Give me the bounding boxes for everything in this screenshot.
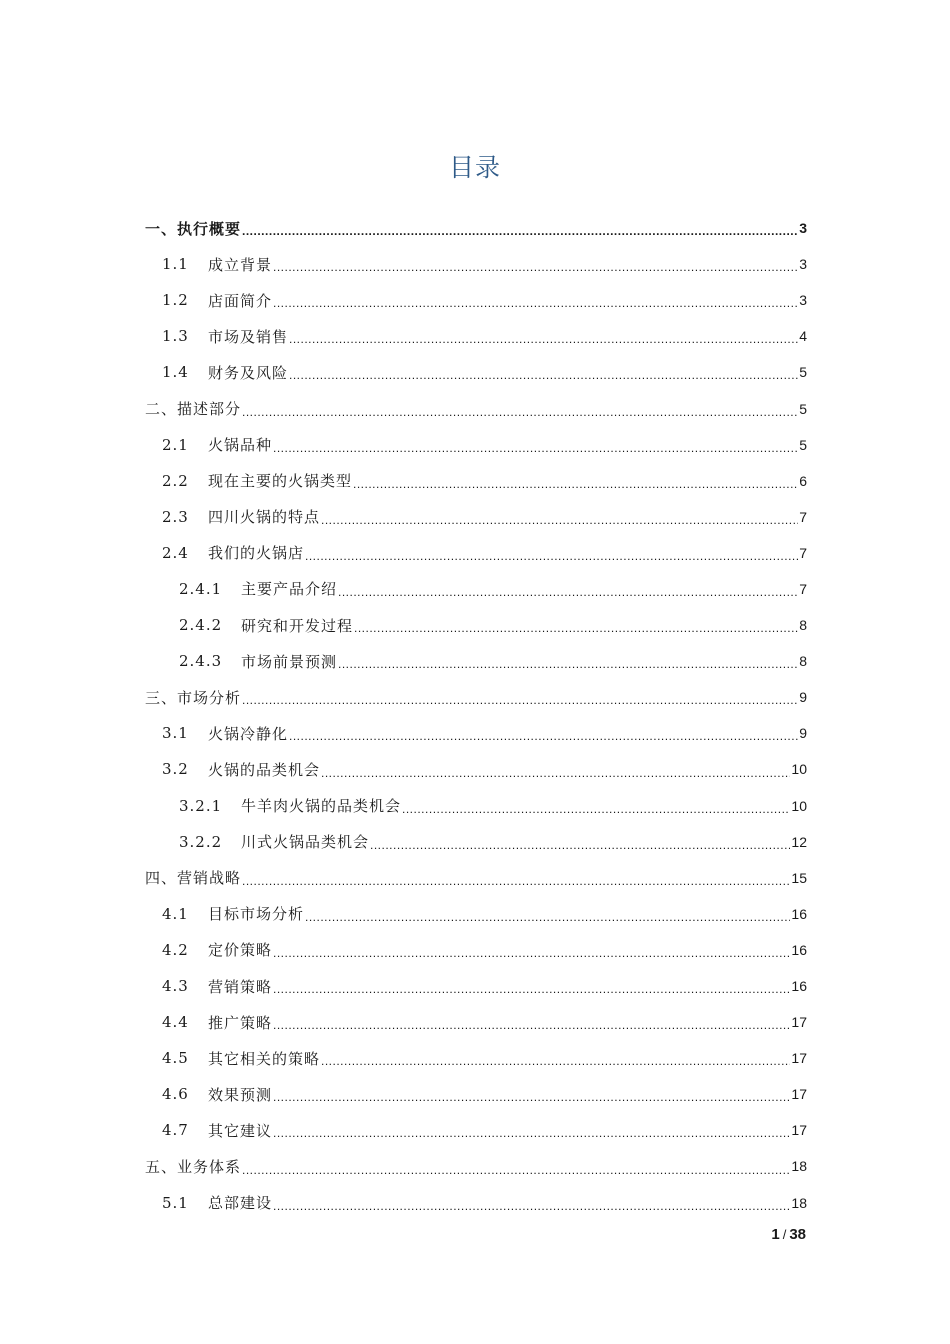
toc-entry[interactable] [145,1112,807,1148]
toc-entry-title: 三、市场分析 [145,688,242,707]
toc-entry-number: 3.2.1 [179,796,223,815]
table-of-contents [145,210,807,1221]
toc-entry-title: 总部建设 [208,1194,273,1213]
page-separator: / [782,1227,787,1242]
toc-dot-leader [242,871,790,890]
toc-entry[interactable] [145,643,807,679]
toc-dot-leader [321,510,798,529]
toc-entry[interactable] [145,1004,807,1040]
toc-entry-title: 川式火锅品类机会 [241,833,370,852]
toc-entry-number: 3.2.2 [179,832,223,851]
toc-entry[interactable] [145,246,807,282]
toc-dot-leader [289,726,798,745]
toc-entry[interactable] [145,1076,807,1112]
toc-entry-number: 2.3 [162,507,189,526]
toc-entry-page-number: 18 [791,1194,807,1211]
toc-dot-leader [353,474,798,493]
toc-entry[interactable] [145,210,807,246]
toc-entry-title: 其它建议 [208,1121,273,1140]
toc-entry[interactable] [145,1148,807,1184]
toc-entry-page-number: 9 [799,725,807,742]
toc-entry-page-number: 9 [799,689,807,706]
toc-entry[interactable] [145,1185,807,1221]
toc-entry-title: 财务及风险 [208,363,289,382]
toc-entry-title: 其它相关的策略 [208,1049,321,1068]
toc-entry[interactable] [145,535,807,571]
toc-dot-leader [354,618,798,637]
toc-dot-leader [338,582,798,601]
toc-dot-leader [370,835,790,854]
toc-entry-title: 成立背景 [208,255,273,274]
toc-dot-leader [289,329,798,348]
toc-entry-page-number: 8 [799,617,807,634]
toc-dot-leader [289,365,798,384]
toc-entry-number: 4.3 [162,977,189,996]
toc-entry-title: 目标市场分析 [208,905,305,924]
toc-entry-page-number: 3 [799,220,807,237]
toc-dot-leader [402,799,790,818]
toc-entry-title: 火锅冷静化 [208,724,289,743]
toc-entry-number: 2.4.1 [179,579,223,598]
toc-entry-page-number: 10 [791,797,807,814]
toc-entry-title: 效果预测 [208,1085,273,1104]
toc-entry-page-number: 7 [799,544,807,561]
toc-entry-page-number: 7 [799,580,807,597]
toc-dot-leader [273,979,790,998]
toc-entry-number: 1.4 [162,363,189,382]
toc-entry-page-number: 17 [791,1050,807,1067]
total-page-count: 38 [789,1226,806,1243]
toc-entry[interactable] [145,824,807,860]
toc-entry-title: 推广策略 [208,1013,273,1032]
toc-entry-number: 2.4.3 [179,652,223,671]
toc-entry-page-number: 3 [799,292,807,309]
toc-entry-page-number: 17 [791,1014,807,1031]
toc-entry[interactable] [145,318,807,354]
toc-dot-leader [273,438,798,457]
toc-entry-title: 市场及销售 [208,327,289,346]
toc-entry[interactable] [145,1040,807,1076]
toc-dot-leader [321,763,790,782]
toc-entry-number: 5.1 [162,1193,189,1212]
toc-entry-number: 4.6 [162,1085,189,1104]
toc-dot-leader [273,1123,790,1142]
toc-dot-leader [242,221,798,240]
toc-entry-title: 主要产品介绍 [241,580,338,599]
toc-entry-title: 火锅品种 [208,436,273,455]
toc-entry-title: 四川火锅的特点 [208,508,321,527]
toc-entry-number: 4.1 [162,904,189,923]
toc-dot-leader [273,1196,790,1215]
toc-dot-leader [242,402,798,421]
toc-dot-leader [242,1160,790,1179]
toc-entry-title: 四、营销战略 [145,869,242,888]
toc-entry-title: 五、业务体系 [145,1157,242,1176]
toc-entry-page-number: 7 [799,508,807,525]
toc-entry-title: 火锅的品类机会 [208,760,321,779]
toc-entry-number: 3.1 [162,724,189,743]
toc-entry-number: 2.2 [162,471,189,490]
toc-entry-number: 4.2 [162,940,189,959]
toc-entry-page-number: 16 [791,978,807,995]
toc-entry[interactable] [145,427,807,463]
toc-entry[interactable] [145,968,807,1004]
toc-dot-leader [242,690,798,709]
toc-entry[interactable] [145,860,807,896]
current-page-number: 1 [771,1226,780,1243]
toc-entry[interactable] [145,715,807,751]
toc-entry-number: 1.2 [162,291,189,310]
toc-entry[interactable] [145,499,807,535]
toc-entry[interactable] [145,282,807,318]
toc-entry-number: 2.1 [162,435,189,454]
toc-entry-number: 4.5 [162,1049,189,1068]
toc-entry-page-number: 12 [791,833,807,850]
toc-entry-number: 2.4.2 [179,616,223,635]
toc-dot-leader [273,1087,790,1106]
toc-dot-leader [321,1051,790,1070]
toc-entry[interactable] [145,571,807,607]
toc-entry-number: 4.7 [162,1121,189,1140]
toc-entry-page-number: 15 [791,869,807,886]
toc-entry-page-number: 5 [799,400,807,417]
toc-entry-number: 3.2 [162,760,189,779]
toc-entry-title: 二、描述部分 [145,400,242,419]
toc-entry[interactable] [145,896,807,932]
toc-entry-number: 4.4 [162,1013,189,1032]
toc-title: 目录 [448,153,501,182]
toc-entry-title: 一、执行概要 [145,219,242,238]
toc-entry[interactable] [145,463,807,499]
toc-entry-number: 1.1 [162,255,189,274]
toc-entry-title: 现在主要的火锅类型 [208,472,353,491]
toc-entry-title: 牛羊肉火锅的品类机会 [241,797,402,816]
toc-entry-title: 研究和开发过程 [241,616,354,635]
toc-entry[interactable] [145,751,807,787]
toc-entry-number: 2.4 [162,543,189,562]
toc-entry-page-number: 4 [799,328,807,345]
toc-entry-page-number: 17 [791,1122,807,1139]
toc-entry-page-number: 5 [799,436,807,453]
toc-entry-page-number: 17 [791,1086,807,1103]
toc-entry-page-number: 10 [791,761,807,778]
toc-dot-leader [338,654,798,673]
toc-entry[interactable] [145,932,807,968]
toc-dot-leader [273,293,798,312]
toc-entry-page-number: 18 [791,1158,807,1175]
toc-entry-number: 1.3 [162,327,189,346]
toc-entry-page-number: 8 [799,653,807,670]
toc-dot-leader [273,1015,790,1034]
toc-entry-page-number: 16 [791,905,807,922]
toc-dot-leader [305,546,798,565]
toc-entry[interactable] [145,390,807,426]
toc-entry-title: 店面简介 [208,291,273,310]
toc-dot-leader [273,257,798,276]
toc-entry-title: 市场前景预测 [241,652,338,671]
toc-entry-page-number: 16 [791,941,807,958]
toc-entry[interactable] [145,607,807,643]
toc-entry[interactable] [145,354,807,390]
toc-entry-page-number: 3 [799,256,807,273]
toc-dot-leader [273,943,790,962]
toc-entry-title: 定价策略 [208,941,273,960]
toc-entry-title: 营销策略 [208,977,273,996]
toc-dot-leader [305,907,790,926]
toc-entry[interactable] [145,679,807,715]
page-number-footer [771,1226,806,1243]
toc-entry-title: 我们的火锅店 [208,544,305,563]
toc-entry[interactable] [145,788,807,824]
toc-entry-page-number: 6 [799,472,807,489]
toc-entry-page-number: 5 [799,364,807,381]
